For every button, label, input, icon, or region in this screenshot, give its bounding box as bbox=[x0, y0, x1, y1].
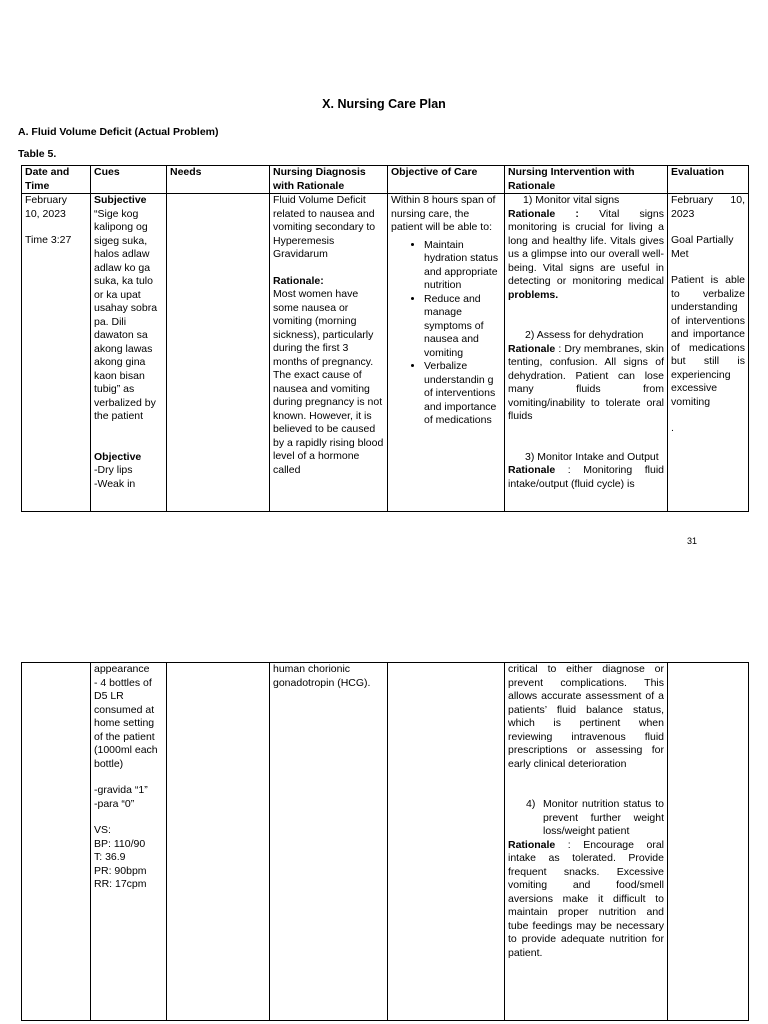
intervention-3-continuation: critical to either diagnose or prevent complications. This allows accurate assessment of a patients’ fluid balance status, which is pertinent when reviewing intravenous fluid prescriptions or assessing for early clinical deterioration bbox=[508, 663, 664, 770]
rationale-label: Rationale bbox=[508, 342, 556, 355]
evaluation-date-a: February bbox=[671, 194, 714, 206]
needs-cell bbox=[167, 194, 270, 512]
header-cues: Cues bbox=[91, 166, 167, 194]
objective-intro: Within 8 hours span of nursing care, the patient will be able to: bbox=[391, 194, 496, 233]
date-time-cell bbox=[22, 194, 91, 512]
vital-signs-label: VS: bbox=[94, 824, 111, 836]
subjective-label: Subjective bbox=[94, 194, 147, 206]
diagnosis-rationale-label: Rationale: bbox=[273, 274, 324, 287]
cues-cell bbox=[91, 194, 167, 512]
evaluation-goal: Goal Partially Met bbox=[671, 234, 734, 260]
diagnosis-statement: Fluid Volume Deficit related to nausea and vomiting secondary to Hyperemesis Gravidarum bbox=[273, 194, 376, 260]
rationale-separator: : bbox=[555, 207, 600, 220]
header-date-time: Date and Time bbox=[22, 166, 91, 194]
intervention-2-number: 2) bbox=[525, 329, 535, 341]
table-header-row bbox=[22, 166, 749, 194]
diagnosis-continuation: human chorionic gonadotropin (HCG). bbox=[273, 663, 371, 689]
evaluation-cell bbox=[668, 663, 749, 1021]
diagnosis-cell bbox=[270, 194, 388, 512]
intervention-1-number: 1) bbox=[523, 194, 533, 206]
para-text: -para “0” bbox=[94, 797, 135, 810]
objective-list bbox=[391, 239, 501, 428]
evaluation-date-c: 2023 bbox=[671, 207, 695, 220]
list-item: • Verbalize understandin g of interventions and importance of medications bbox=[424, 360, 501, 428]
header-intervention: Nursing Intervention with Rationale bbox=[505, 166, 668, 194]
objective-cue-2: -Weak in bbox=[94, 477, 136, 490]
gravida-text: -gravida “1” bbox=[94, 784, 148, 796]
intervention-4-text: Monitor nutrition status to prevent further weight loss/weight patient bbox=[543, 798, 664, 837]
date-time-cell bbox=[22, 663, 91, 1021]
subjective-text: “Sige kog kalipong og sigeg suka, halos adlaw adlaw ko ga suka, ka tulo or ka upat usahay sobra pa. Dili dawaton sa akong lawas akong gina kaon bisan tubig” as verbalized by the patient bbox=[94, 207, 158, 422]
intervention-4-rationale: : Encourage oral intake as tolerated. Provide frequent snacks. Excessive vomiting and food/smell aversions make it difficult to maintain proper nutrition and tube feedings may be necessary to provide adequate nutrition for patient. bbox=[508, 838, 664, 959]
intervention-cell bbox=[505, 194, 668, 512]
objective-cell bbox=[388, 194, 505, 512]
rationale-label: Rationale bbox=[508, 207, 556, 220]
care-plan-table bbox=[21, 165, 749, 512]
evaluation-cell bbox=[668, 194, 749, 512]
intervention-1-text: Monitor vital signs bbox=[535, 194, 620, 206]
header-diagnosis: Nursing Diagnosis with Rationale bbox=[270, 166, 388, 194]
evaluation-dot: . bbox=[671, 422, 674, 434]
intervention-cell bbox=[505, 663, 668, 1021]
needs-cell bbox=[167, 663, 270, 1021]
section-heading: A. Fluid Volume Deficit (Actual Problem) bbox=[18, 126, 219, 138]
table-row bbox=[22, 663, 749, 1021]
intervention-4-number: 4) bbox=[526, 798, 536, 810]
blood-pressure: BP: 110/90 bbox=[94, 837, 146, 850]
intervention-2-rationale: : Dry membranes, skin tenting, confusion. All signs of dehydration. Patient can lose many fluids from vomiting/inability to tolerate oral fluids bbox=[508, 342, 664, 422]
respiratory-rate: RR: 17cpm bbox=[94, 878, 147, 890]
care-plan-table-continued bbox=[21, 662, 749, 1021]
date-line1: February bbox=[25, 194, 68, 206]
cues-cell bbox=[91, 663, 167, 1021]
intervention-1-end: problems. bbox=[508, 288, 559, 301]
evaluation-text: Patient is able to verbalize understanding of interventions and importance of medications but still is experiencing excessive vomiting bbox=[671, 274, 745, 408]
page-number: 31 bbox=[687, 536, 698, 546]
intervention-3-rationale: : Monitoring fluid intake/output (fluid cycle) is bbox=[508, 464, 664, 490]
header-objective: Objective of Care bbox=[388, 166, 505, 194]
diagnosis-cell bbox=[270, 663, 388, 1021]
time-text: Time 3:27 bbox=[25, 234, 72, 246]
temperature: T: 36.9 bbox=[94, 851, 126, 863]
table-label: Table 5. bbox=[18, 148, 57, 160]
intervention-3-text: Monitor Intake and Output bbox=[537, 450, 659, 463]
intervention-3-number: 3) bbox=[525, 450, 535, 463]
intervention-2-text: Assess for dehydration bbox=[536, 329, 644, 341]
rationale-label: Rationale bbox=[508, 838, 556, 851]
date-line2: 10, 2023 bbox=[25, 207, 66, 220]
rationale-label: Rationale bbox=[508, 464, 556, 476]
intervention-1-rationale: Vital signs monitoring is crucial for living a long and healthy life. Vitals gives us a glimpse into our overall well-being. Vital signs are useful in detecting or monitoring medical bbox=[508, 207, 664, 287]
header-needs: Needs bbox=[167, 166, 270, 194]
header-evaluation: Evaluation bbox=[668, 166, 749, 194]
list-item: • Maintain hydration status and appropriate nutrition bbox=[424, 239, 501, 293]
objective-cell bbox=[388, 663, 505, 1021]
objective-cue-cont-1: appearance bbox=[94, 663, 150, 675]
page-title: X. Nursing Care Plan bbox=[322, 97, 446, 111]
diagnosis-rationale-text: Most women have some nausea or vomiting (morning sickness), particularly during the first 3 months of pregnancy. The exact cause of nausea and vomiting during pregnancy is not known. However, it is believed to be caused by a rapidly rising blood level of a hormone called bbox=[273, 288, 384, 476]
objective-cue-cont-2: - 4 bottles of D5 LR consumed at home setting of the patient (1000ml each bottle) bbox=[94, 676, 158, 770]
pulse-rate: PR: 90bpm bbox=[94, 864, 147, 877]
objective-cue-1: -Dry lips bbox=[94, 464, 133, 476]
evaluation-date-b: 10, bbox=[730, 194, 745, 206]
objective-label: Objective bbox=[94, 450, 142, 463]
table-row bbox=[22, 194, 749, 512]
list-item: • Reduce and manage symptoms of nausea and vomiting bbox=[424, 293, 501, 361]
